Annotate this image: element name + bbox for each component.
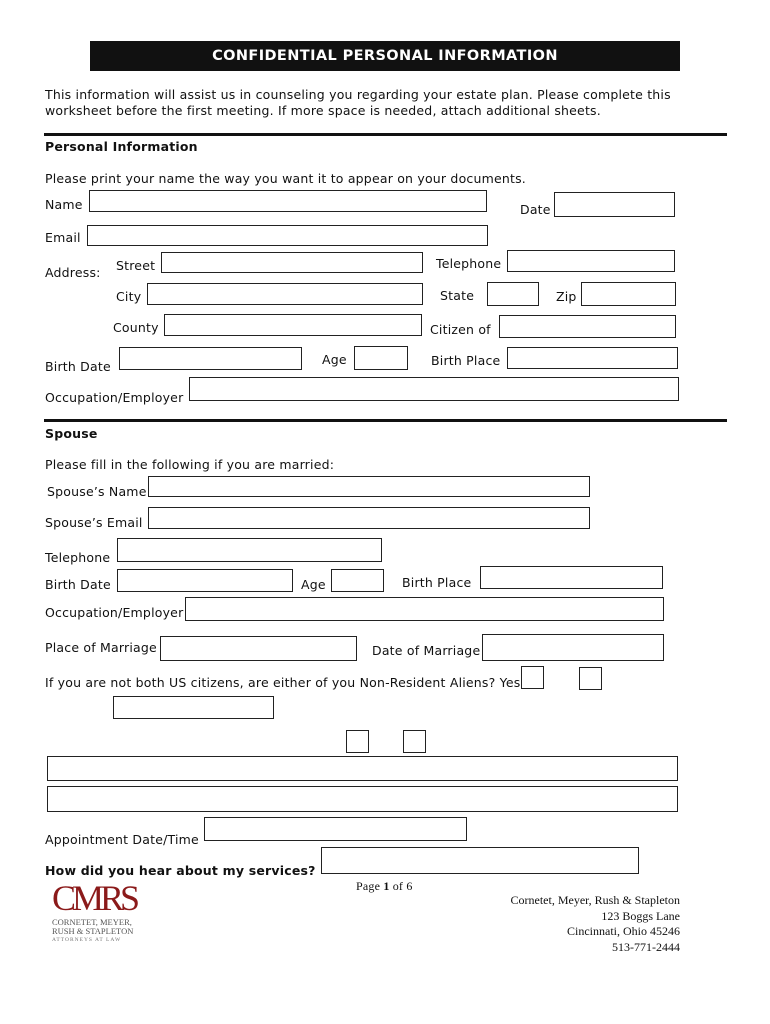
spouse-occupation-field[interactable] <box>185 597 664 621</box>
nra-no-checkbox[interactable] <box>579 667 602 690</box>
birth-date-field[interactable] <box>119 347 302 370</box>
nra-detail-field[interactable] <box>113 696 274 719</box>
firm-address <box>511 893 681 955</box>
nra-yes-checkbox[interactable] <box>521 666 544 689</box>
spouse-telephone-field[interactable] <box>117 538 382 562</box>
firm-street: 123 Boggs Lane <box>601 908 680 923</box>
county-label: County <box>113 320 159 335</box>
nra-question: If you are not both US citizens, are either of you Non-Resident Aliens? Yes <box>45 675 521 690</box>
marriage-date-label: Date of Marriage <box>372 643 481 658</box>
address-label: Address: <box>45 265 101 280</box>
personal-instruction: Please print your name the way you want it to appear on your documents. <box>45 171 526 186</box>
zip-label: Zip <box>556 289 577 304</box>
marriage-place-label: Place of Marriage <box>45 640 157 655</box>
firm-phone: 513-771-2444 <box>612 939 680 954</box>
occupation-label: Occupation/Employer <box>45 390 184 405</box>
page-number: Page 1 of 6 <box>356 879 413 893</box>
option-checkbox-1[interactable] <box>346 730 369 753</box>
street-label: Street <box>116 258 156 273</box>
firm-logo <box>52 880 152 944</box>
date-field[interactable] <box>554 192 675 217</box>
name-label: Name <box>45 197 83 212</box>
city-label: City <box>116 289 142 304</box>
birth-date-label: Birth Date <box>45 359 111 374</box>
spouse-telephone-label: Telephone <box>45 550 111 565</box>
appointment-field[interactable] <box>204 817 467 841</box>
email-field[interactable] <box>87 225 488 246</box>
citizen-label: Citizen of <box>430 322 491 337</box>
section-divider <box>44 419 727 422</box>
referral-label: How did you hear about my services? <box>45 863 316 878</box>
street-field[interactable] <box>161 252 423 273</box>
personal-heading: Personal Information <box>45 139 198 154</box>
telephone-field[interactable] <box>507 250 675 272</box>
county-field[interactable] <box>164 314 422 336</box>
spouse-age-label: Age <box>301 577 326 592</box>
age-label: Age <box>322 352 347 367</box>
spouse-name-label: Spouse’s Name <box>47 484 147 499</box>
logo-line-3: ATTORNEYS AT LAW <box>52 937 122 943</box>
birth-place-field[interactable] <box>507 347 678 369</box>
email-label: Email <box>45 230 81 245</box>
spouse-heading: Spouse <box>45 426 98 441</box>
spouse-birth-place-label: Birth Place <box>402 575 472 590</box>
spouse-email-field[interactable] <box>148 507 590 529</box>
zip-field[interactable] <box>581 282 676 306</box>
intro-line-2: worksheet before the first meeting. If more space is needed, attach additional sheets. <box>45 103 601 118</box>
firm-name: Cornetet, Meyer, Rush & Stapleton <box>510 893 680 907</box>
spouse-birth-place-field[interactable] <box>480 566 663 589</box>
city-field[interactable] <box>147 283 423 305</box>
referral-field[interactable] <box>321 847 639 874</box>
age-field[interactable] <box>354 346 408 370</box>
spouse-occupation-label: Occupation/Employer <box>45 605 184 620</box>
spouse-age-field[interactable] <box>331 569 384 592</box>
spouse-birth-date-label: Birth Date <box>45 577 111 592</box>
logo-monogram: CMRS <box>52 878 137 918</box>
spouse-instruction: Please fill in the following if you are married: <box>45 457 335 472</box>
date-label: Date <box>520 202 551 217</box>
name-field[interactable] <box>89 190 487 212</box>
citizen-field[interactable] <box>499 315 676 338</box>
option-checkbox-2[interactable] <box>403 730 426 753</box>
appointment-label: Appointment Date/Time <box>45 832 199 847</box>
telephone-label: Telephone <box>436 256 502 271</box>
intro-line-1: This information will assist us in counseling you regarding your estate plan. Please complete this <box>45 87 671 102</box>
logo-line-1: CORNETET, MEYER, <box>52 917 132 927</box>
spouse-birth-date-field[interactable] <box>117 569 293 592</box>
spouse-email-label: Spouse’s Email <box>45 515 143 530</box>
state-field[interactable] <box>487 282 539 306</box>
spouse-name-field[interactable] <box>148 476 590 497</box>
marriage-place-field[interactable] <box>160 636 357 661</box>
notes-field-1[interactable] <box>47 756 678 781</box>
notes-field-2[interactable] <box>47 786 678 812</box>
state-label: State <box>440 288 475 303</box>
section-divider <box>44 133 727 136</box>
marriage-date-field[interactable] <box>482 634 664 661</box>
occupation-field[interactable] <box>189 377 679 401</box>
firm-city: Cincinnati, Ohio 45246 <box>567 924 680 938</box>
page-title: CONFIDENTIAL PERSONAL INFORMATION <box>90 41 680 71</box>
birth-place-label: Birth Place <box>431 353 501 368</box>
logo-line-2: RUSH & STAPLETON <box>52 926 134 936</box>
